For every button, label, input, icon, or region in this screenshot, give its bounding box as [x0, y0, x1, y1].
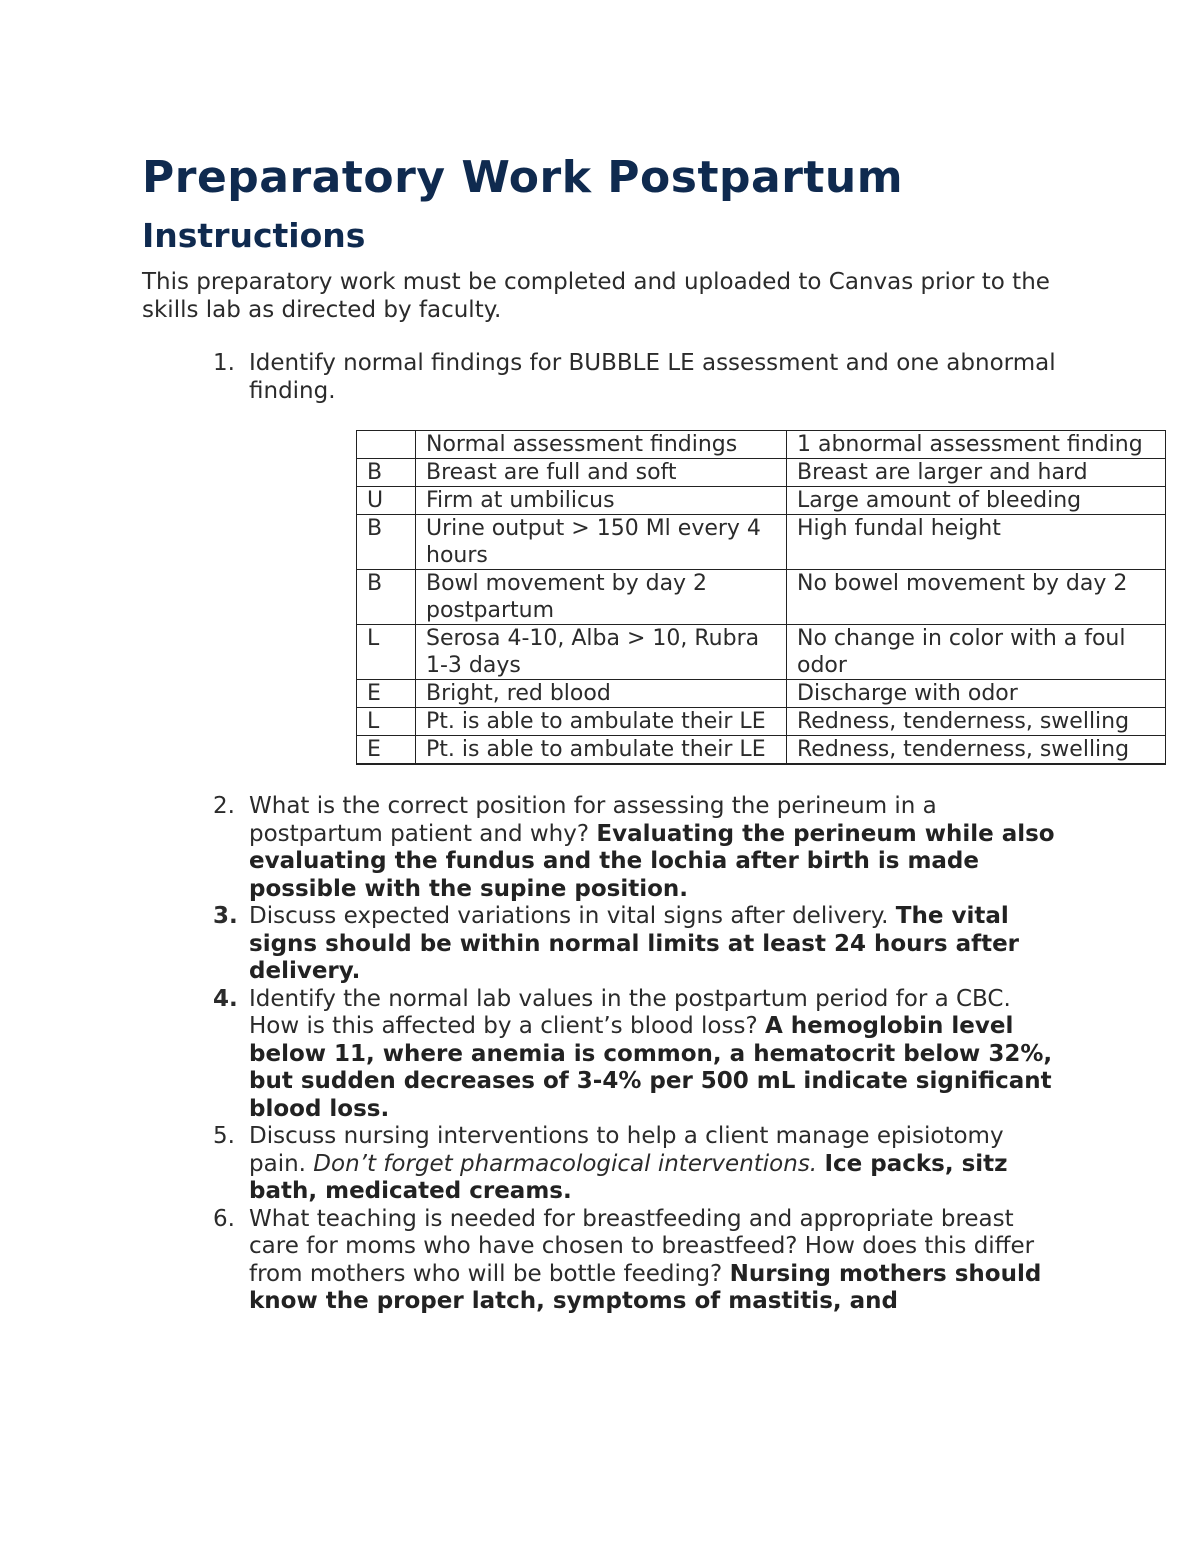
table-row: [357, 708, 1166, 736]
table-cell-letter: U: [357, 487, 416, 515]
question-6: [142, 1206, 1062, 1316]
table-cell-normal: Breast are full and soft: [416, 459, 787, 487]
question-4: [142, 986, 1062, 1124]
table-cell-normal: Pt. is able to ambulate their LE: [416, 708, 787, 736]
table-cell-letter: L: [357, 708, 416, 736]
table-cell-letter: B: [357, 515, 416, 570]
table-row: [357, 736, 1166, 765]
question-number: 6.: [213, 1205, 235, 1232]
question-list: [142, 350, 1143, 1316]
table-header-cell: 1 abnormal assessment finding: [787, 431, 1166, 459]
question-number: 5.: [213, 1123, 235, 1149]
table-cell-normal: Bright, red blood: [416, 680, 787, 708]
bubble-le-table: [356, 430, 1166, 765]
table-row: [357, 680, 1166, 708]
question-3: [142, 903, 1062, 986]
table-cell-normal: Urine output > 150 Ml every 4 hours: [416, 515, 787, 570]
question-hint: Don’t forget pharmacological interventions.: [313, 1150, 818, 1177]
table-cell-abnormal: Redness, tenderness, swelling: [787, 736, 1166, 765]
table-cell-normal: Pt. is able to ambulate their LE: [416, 736, 787, 765]
table-cell-letter: L: [357, 625, 416, 680]
question-text: What teaching is needed for breastfeeding and appropriate breast care for moms who have chosen to breastfeed? How does this differ from mothers who will be bottle feeding?: [249, 1205, 1035, 1287]
question-text: Identify normal findings for BUBBLE LE assessment and one abnormal finding.: [249, 350, 1056, 404]
question-number: 1.: [213, 350, 235, 376]
answer-text: Nursing mothers should know the proper latch, symptoms of mastitis, and: [249, 1260, 1042, 1314]
table-cell-normal: Bowl movement by day 2 postpartum: [416, 570, 787, 625]
question-text: Discuss nursing interventions to help a client manage episiotomy pain.: [249, 1123, 1004, 1177]
question-number: 4.: [213, 985, 238, 1012]
question-2: [142, 793, 1062, 903]
instructions-text: This preparatory work must be completed and uploaded to Canvas prior to the skills lab as directed by faculty.: [142, 269, 1050, 323]
table-cell-abnormal: Breast are larger and hard: [787, 459, 1166, 487]
table-cell-abnormal: Large amount of bleeding: [787, 487, 1166, 515]
instructions-heading: Instructions: [142, 216, 366, 255]
table-cell-letter: E: [357, 680, 416, 708]
bubble-le-table-wrap: [356, 430, 1166, 765]
table-row: [357, 459, 1166, 487]
table-cell-normal: Serosa 4-10, Alba > 10, Rubra 1-3 days: [416, 625, 787, 680]
answer-text: Ice packs, sitz bath, medicated creams.: [249, 1150, 1008, 1204]
question-number: 3.: [213, 903, 238, 929]
table-row: [357, 570, 1166, 625]
document-title: Preparatory Work Postpartum: [142, 152, 904, 203]
table-cell-letter: B: [357, 459, 416, 487]
question-5: [142, 1123, 1062, 1206]
answer-text: Evaluating the perineum while also evaluating the fundus and the lochia after birth is made possible with the supine position.: [249, 820, 1055, 902]
table-cell-abnormal: High fundal height: [787, 515, 1166, 570]
question-text: Identify the normal lab values in the postpartum period for a CBC. How is this affected by a client’s blood loss?: [249, 985, 1011, 1039]
table-row: [357, 515, 1166, 570]
table-header-cell: [357, 431, 416, 459]
table-cell-normal: Firm at umbilicus: [416, 487, 787, 515]
table-row: [357, 487, 1166, 515]
table-cell-abnormal: Discharge with odor: [787, 680, 1166, 708]
table-header-row: [357, 431, 1166, 459]
question-number: 2.: [213, 793, 235, 819]
table-row: [357, 625, 1166, 680]
answer-text: A hemoglobin level below 11, where anemia is common, a hematocrit below 32%, but sudden decreases of 3-4% per 500 mL indicate significant blood loss.: [249, 1013, 1053, 1122]
question-1: [142, 350, 1143, 765]
document-content: [142, 150, 1143, 1316]
table-header-cell: Normal assessment findings: [416, 431, 787, 459]
question-text: Discuss expected variations in vital signs after delivery.: [249, 903, 889, 929]
table-cell-letter: E: [357, 736, 416, 765]
table-cell-abnormal: No bowel movement by day 2: [787, 570, 1166, 625]
question-text: What is the correct position for assessing the perineum in a postpartum patient and why?: [249, 793, 937, 847]
table-cell-abnormal: Redness, tenderness, swelling: [787, 708, 1166, 736]
table-cell-letter: B: [357, 570, 416, 625]
answer-text: The vital signs should be within normal limits at least 24 hours after delivery.: [249, 903, 1020, 984]
table-cell-abnormal: No change in color with a foul odor: [787, 625, 1166, 680]
